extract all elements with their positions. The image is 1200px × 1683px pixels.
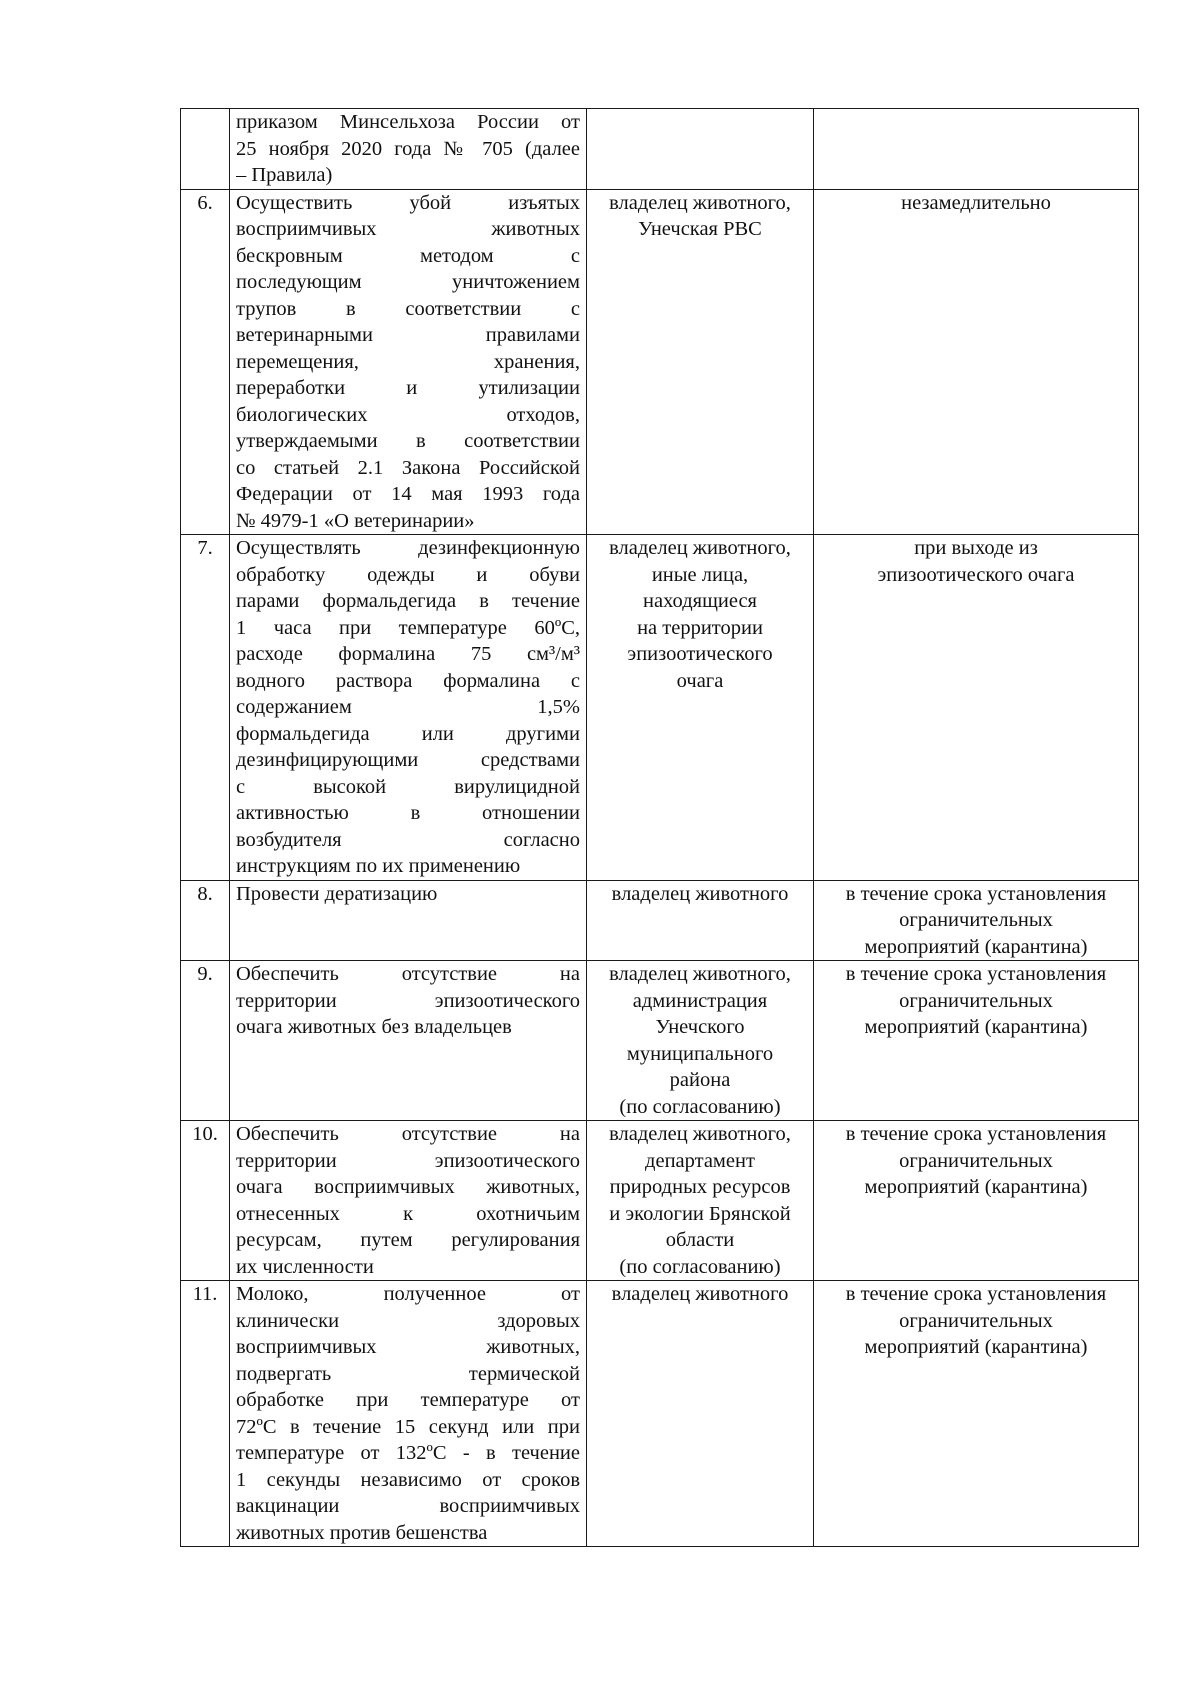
responsible-text-line: области [665, 1229, 735, 1251]
measure-text-line: Обеспечить отсутствие на [236, 1123, 580, 1145]
responsible-cell [587, 109, 814, 190]
term-cell [814, 1281, 1139, 1547]
measure-text-line: возбудителя согласно [236, 828, 580, 851]
table-row [181, 189, 1139, 535]
table-row [181, 1281, 1139, 1547]
term-text-line: эпизоотического очага [877, 563, 1075, 586]
measure-text-line: обработку одежды и обуви [236, 563, 580, 586]
measure-text-line: Молоко, полученное от [236, 1283, 580, 1305]
measure-text-line: Федерации от 14 мая 1993 года [236, 483, 580, 505]
measure-text-line: 1 часа при температуре 60ºС, [236, 616, 580, 639]
measure-text-line: содержанием 1,5% [236, 696, 580, 718]
responsible-text-line: департамент [645, 1149, 755, 1172]
measure-text-line: территории эпизоотического [236, 989, 580, 1012]
table-row [181, 961, 1139, 1121]
measure-text-line: формальдегида или другими [236, 722, 580, 745]
responsible-text-line: (по согласованию) [619, 1255, 781, 1278]
measure-text-line: обработке при температуре от [236, 1389, 580, 1411]
responsible-text-line: на территории [637, 616, 763, 639]
responsible-text-line: Унечская РВС [638, 218, 762, 240]
measure-text-line: парами формальдегида в течение [236, 590, 580, 612]
term-cell [814, 1121, 1139, 1281]
measure-text-line: очага животных без владельцев [236, 1016, 512, 1038]
measure-text-line: утверждаемыми в соответствии [236, 430, 580, 452]
row-number-cell [181, 880, 230, 961]
responsible-text-line: администрация [632, 989, 768, 1012]
responsible-text-line: владелец животного, [609, 1123, 791, 1145]
responsible-cell [587, 880, 814, 961]
measure-text-line: биологических отходов, [236, 403, 580, 426]
responsible-text-line: района [669, 1069, 731, 1091]
measure-text-line: территории эпизоотического [236, 1149, 580, 1172]
measure-text-line: подвергать термической [236, 1362, 580, 1385]
term-text-line: ограничительных [899, 989, 1053, 1012]
term-text-line: незамедлительно [901, 191, 1051, 214]
measure-text-line: дезинфицирующими средствами [236, 749, 580, 771]
row-number-cell [181, 1121, 230, 1281]
term-cell [814, 961, 1139, 1121]
term-cell [814, 109, 1139, 190]
responsible-cell [587, 189, 814, 535]
responsible-text-line: находящиеся [643, 590, 757, 612]
measure-text-line: Осуществлять дезинфекционную [236, 537, 580, 559]
measure-cell [230, 189, 587, 535]
row-number-cell [181, 961, 230, 1121]
term-text-line: мероприятий (карантина) [864, 1016, 1088, 1038]
responsible-text-line: природных ресурсов [609, 1176, 791, 1198]
measure-text-line: клинически здоровых [236, 1309, 580, 1332]
measure-text-line: их численности [236, 1255, 374, 1278]
measure-text-line: со статьей 2.1 Закона Российской [236, 456, 580, 479]
measure-text-line: переработки и утилизации [236, 377, 580, 399]
measure-text-line: Осуществить убой изъятых [236, 191, 580, 214]
term-cell [814, 189, 1139, 535]
measure-text-line: водного раствора формалина с [236, 669, 580, 692]
responsible-cell [587, 1121, 814, 1281]
term-text-line: мероприятий (карантина) [864, 1336, 1088, 1358]
responsible-cell [587, 1281, 814, 1547]
table-row [181, 1121, 1139, 1281]
measure-text-line: Провести дератизацию [236, 882, 438, 905]
row-number: 10. [192, 1123, 218, 1145]
responsible-text-line: эпизоотического [627, 643, 773, 665]
responsible-text-line: иные лица, [651, 563, 749, 586]
measure-cell [230, 1281, 587, 1547]
measure-text-line: последующим уничтожением [236, 271, 580, 293]
measure-text-line: – Правила) [236, 164, 333, 186]
term-text-line: при выходе из [914, 537, 1038, 559]
term-text-line: в течение срока установления [845, 1123, 1107, 1145]
responsible-text-line: владелец животного, [609, 963, 791, 985]
measure-text-line: № 4979-1 «О ветеринарии» [236, 509, 475, 532]
measure-text-line: 1 секунды независимо от сроков [236, 1468, 580, 1491]
term-text-line: ограничительных [899, 1309, 1053, 1332]
term-text-line: в течение срока установления [845, 1283, 1107, 1305]
term-text-line: в течение срока установления [845, 882, 1107, 905]
measure-text-line: 72ºС в течение 15 секунд или при [236, 1415, 580, 1438]
term-cell [814, 880, 1139, 961]
table-row [181, 535, 1139, 881]
row-number: 9. [197, 963, 213, 985]
measure-text-line: бескровным методом с [236, 244, 580, 267]
measures-table [180, 108, 1139, 1547]
measure-text-line: температуре от 132ºС - в течение [236, 1442, 580, 1464]
responsible-text-line: владелец животного, [609, 191, 791, 214]
measure-text-line: вакцинации восприимчивых [236, 1495, 580, 1517]
measure-cell [230, 109, 587, 190]
term-text-line: мероприятий (карантина) [864, 1176, 1088, 1198]
measure-text-line: активностью в отношении [236, 802, 580, 824]
term-cell [814, 535, 1139, 881]
measure-text-line: отнесенных к охотничьим [236, 1202, 580, 1225]
responsible-text-line: Унечского [655, 1016, 745, 1038]
measure-cell [230, 535, 587, 881]
measure-text-line: Обеспечить отсутствие на [236, 963, 580, 985]
row-number-cell [181, 189, 230, 535]
row-number: 11. [192, 1283, 218, 1305]
term-text-line: мероприятий (карантина) [864, 935, 1088, 958]
measure-cell [230, 1121, 587, 1281]
measure-text-line: ветеринарными правилами [236, 324, 580, 346]
measure-text-line: ресурсам, путем регулирования [236, 1229, 580, 1251]
row-number-cell [181, 1281, 230, 1547]
table-row [181, 109, 1139, 190]
responsible-text-line: муниципального [626, 1042, 774, 1065]
measure-text-line: перемещения, хранения, [236, 350, 580, 373]
measure-cell [230, 880, 587, 961]
measure-text-line: приказом Минсельхоза России от [236, 111, 580, 133]
measure-cell [230, 961, 587, 1121]
responsible-cell [587, 535, 814, 881]
row-number: 8. [197, 882, 213, 905]
measures-table-body [181, 109, 1139, 1547]
measure-text-line: животных против бешенства [236, 1521, 488, 1544]
responsible-text-line: и экологии Брянской [609, 1202, 791, 1225]
responsible-text-line: владелец животного, [609, 537, 791, 559]
term-text-line: в течение срока установления [845, 963, 1107, 985]
row-number: 6. [197, 191, 213, 214]
responsible-cell [587, 961, 814, 1121]
measure-text-line: 25 ноября 2020 года № 705 (далее [236, 137, 580, 160]
term-text-line: ограничительных [899, 909, 1053, 931]
measure-text-line: восприимчивых животных [236, 218, 580, 240]
measure-text-line: расходе формалина 75 см³/м³ [236, 643, 580, 665]
measure-text-line: инструкциям по их применению [236, 855, 521, 877]
measure-text-line: трупов в соответствии с [236, 297, 580, 320]
measure-text-line: восприимчивых животных, [236, 1336, 580, 1358]
measure-text-line: с высокой вирулицидной [236, 775, 580, 798]
measure-text-line: очага восприимчивых животных, [236, 1176, 580, 1198]
responsible-text-line: очага [676, 669, 724, 692]
row-number-cell [181, 109, 230, 190]
responsible-text-line: владелец животного [611, 1283, 789, 1305]
row-number-cell [181, 535, 230, 881]
table-row [181, 880, 1139, 961]
term-text-line: ограничительных [899, 1149, 1053, 1172]
responsible-text-line: владелец животного [611, 882, 789, 905]
row-number: 7. [197, 537, 213, 559]
responsible-text-line: (по согласованию) [619, 1095, 781, 1118]
